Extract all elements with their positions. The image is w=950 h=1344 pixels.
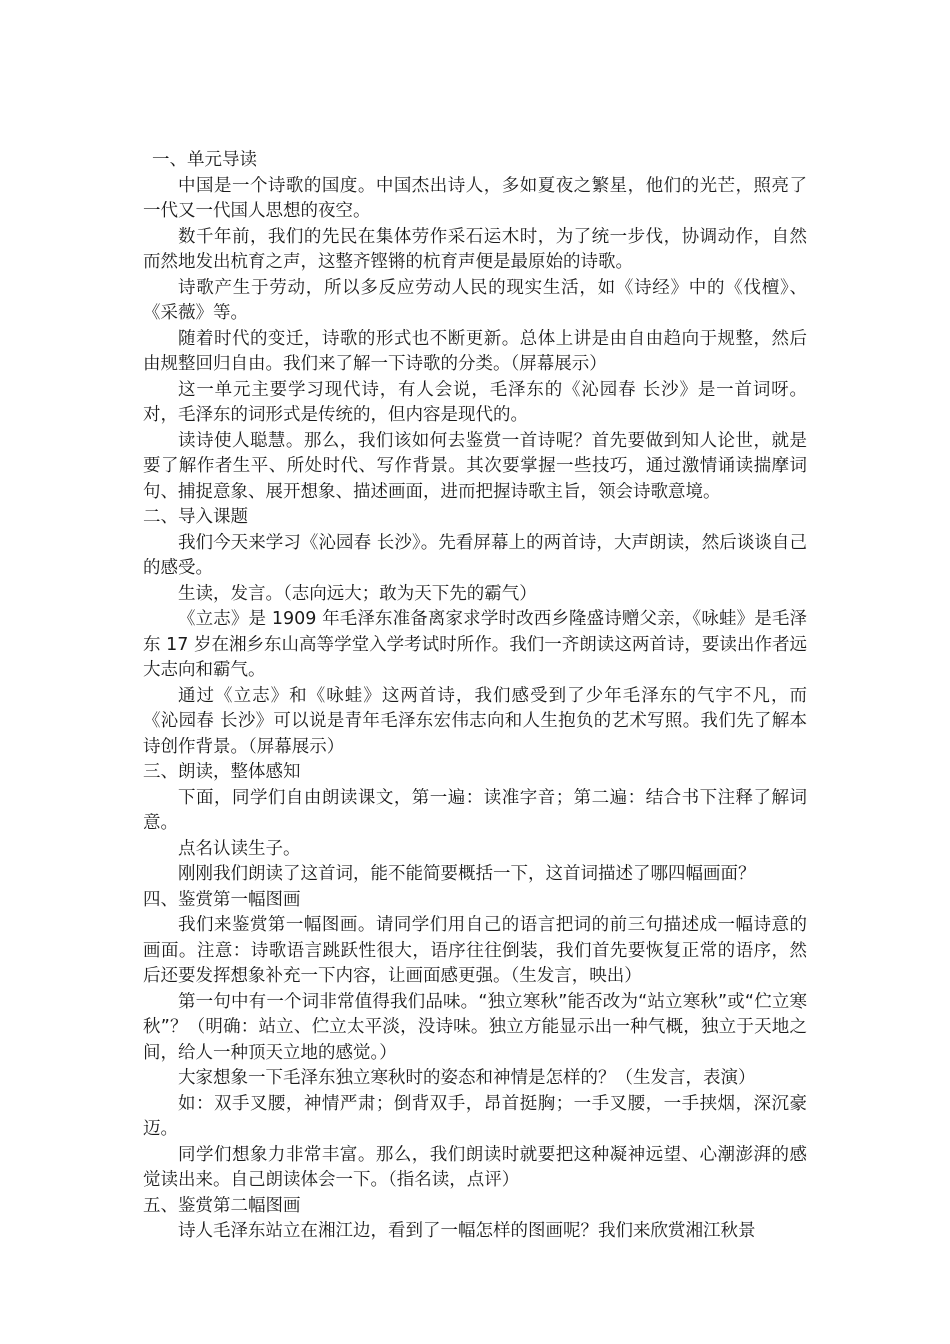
paragraph: 同学们想象力非常丰富。那么，我们朗读时就要把这种凝神远望、心潮澎湃的感觉读出来。自己朗读体会一下。（指名读，点评） — [143, 1144, 807, 1190]
paragraph: 如：双手叉腰，神情严肃；倒背双手，昂首挺胸；一手叉腰，一手挟烟，深沉豪迈。 — [143, 1093, 807, 1139]
section-reading — [143, 760, 807, 888]
section-heading: 五、鉴赏第二幅图画 — [143, 1195, 301, 1216]
section-heading: 四、鉴赏第一幅图画 — [143, 889, 301, 910]
paragraph: 随着时代的变迁，诗歌的形式也不断更新。总体上讲是由自由趋向于规整，然后由规整回归自由。我们来了解一下诗歌的分类。（屏幕展示） — [143, 328, 807, 374]
paragraph: 这一单元主要学习现代诗，有人会说，毛泽东的《沁园春 长沙》是一首词呀。对，毛泽东的词形式是传统的，但内容是现代的。 — [143, 379, 807, 425]
paragraph: 大家想象一下毛泽东独立寒秋时的姿态和神情是怎样的？（生发言，表演） — [178, 1068, 756, 1088]
paragraph: 读诗使人聪慧。那么，我们该如何去鉴赏一首诗呢？首先要做到知人论世，就是要了解作者生平、所处时代、写作背景。其次要掌握一些技巧，通过激情诵读揣摩词句、捕捉意象、展开想象、描述画面，进而把握诗歌主旨，领会诗歌意境。 — [143, 430, 807, 502]
section-lesson-intro — [143, 505, 807, 760]
paragraph: 我们今天来学习《沁园春 长沙》。先看屏幕上的两首诗，大声朗读，然后谈谈自己的感受。 — [143, 532, 807, 578]
section-unit-intro — [143, 148, 807, 505]
paragraph: 我们来鉴赏第一幅图画。请同学们用自己的语言把词的前三句描述成一幅诗意的画面。注意：诗歌语言跳跃性很大，语序往往倒装，我们首先要恢复正常的语序，然后还要发挥想象补充一下内容，让画面感更强。（生发言，映出） — [143, 915, 807, 986]
paragraph: 通过《立志》和《咏蛙》这两首诗，我们感受到了少年毛泽东的气宇不凡，而《沁园春 长沙》可以说是青年毛泽东宏伟志向和人生抱负的艺术写照。我们先了解本诗创作背景。（屏幕展示） — [143, 685, 807, 757]
section-heading: 一、单元导读 — [152, 150, 257, 170]
document-page — [143, 148, 807, 1245]
paragraph: 点名认读生子。 — [178, 838, 301, 859]
paragraph: 第一句中有一个词非常值得我们品味。“独立寒秋”能否改为“站立寒秋”或“伫立寒秋”？（明确：站立、伫立太平淡，没诗味。独立方能显示出一种气概，独立于天地之间，给人一种顶天立地的感觉。） — [143, 991, 807, 1063]
section-second-picture — [143, 1194, 807, 1245]
paragraph: 诗人毛泽东站立在湘江边，看到了一幅怎样的图画呢？我们来欣赏湘江秋景 — [178, 1221, 756, 1241]
paragraph: 诗歌产生于劳动，所以多反应劳动人民的现实生活，如《诗经》中的《伐檀》、《采薇》等。 — [143, 277, 807, 323]
paragraph: 《立志》是 1909 年毛泽东准备离家求学时改西乡隆盛诗赠父亲，《咏蛙》是毛泽东 17 岁在湘乡东山高等学堂入学考试时所作。我们一齐朗读这两首诗，要读出作者远大志向和霸气。 — [143, 609, 807, 680]
paragraph: 数千年前，我们的先民在集体劳作采石运木时，为了统一步伐，协调动作，自然而然地发出杭育之声，这整齐铿锵的杭育声便是最原始的诗歌。 — [143, 226, 807, 272]
section-heading: 二、导入课题 — [143, 507, 248, 527]
section-first-picture — [143, 888, 807, 1194]
paragraph: 下面，同学们自由朗读课文，第一遍：读准字音；第二遍：结合书下注释了解词意。 — [143, 787, 807, 833]
paragraph: 刚刚我们朗读了这首词，能不能简要概括一下，这首词描述了哪四幅画面？ — [178, 864, 756, 884]
paragraph: 生读，发言。（志向远大；敢为天下先的霸气） — [178, 583, 537, 604]
paragraph: 中国是一个诗歌的国度。中国杰出诗人，多如夏夜之繁星，他们的光芒，照亮了一代又一代国人思想的夜空。 — [143, 175, 807, 221]
section-heading: 三、朗读，整体感知 — [143, 762, 301, 782]
